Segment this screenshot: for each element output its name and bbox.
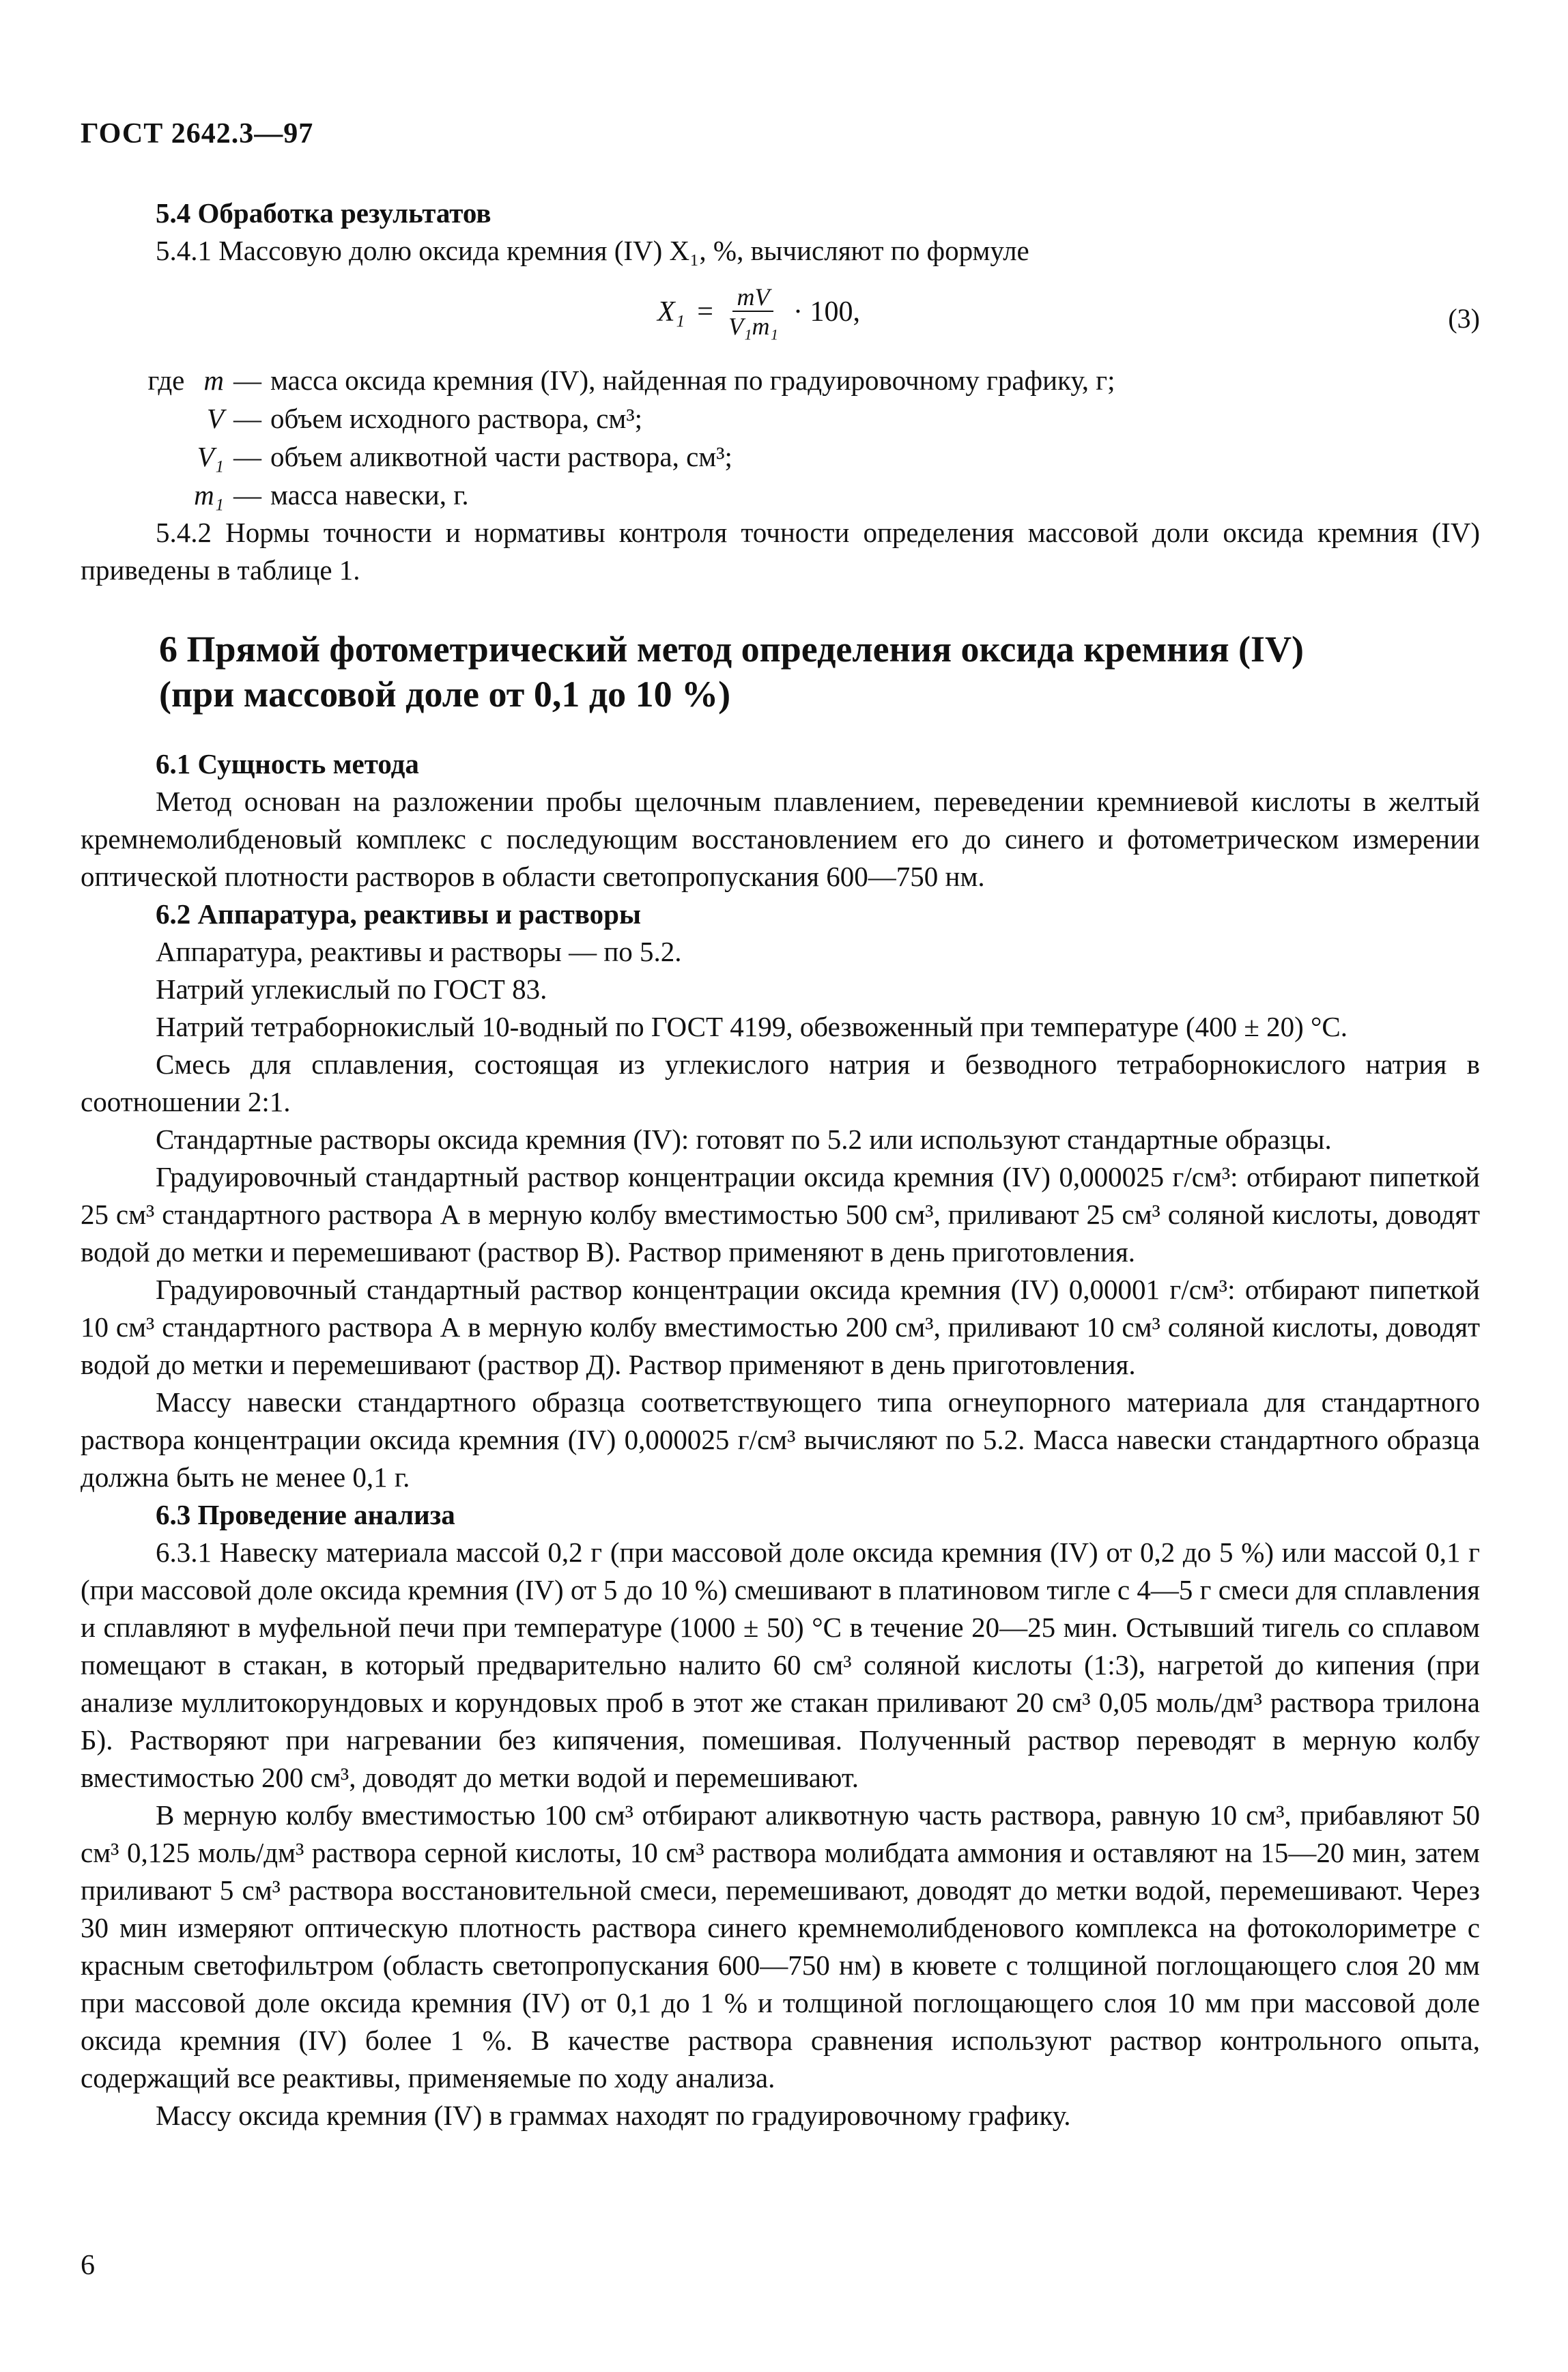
- definition-text: объем исходного раствора, см³;: [270, 403, 643, 434]
- paragraph-6-3-1: 6.3.1 Навеску материала массой 0,2 г (при массовой доле оксида кремния (IV) от 0,2 до 5 %) или массой 0,1 г (при массовой доле оксида кремния (IV) от 5 до 10 %) смешивают в платиновом тигле с 4—5 г смеси для сплавления и сплавляют в муфельной печи при температуре (1000 ± 50) °С в течение 20—25 мин. Остывший тигель со сплавом помещают в стакан, в который предварительно налито 60 см³ соляной кислоты (1:3), нагретой до кипения (при анализе муллитокорундовых и корундовых проб в этот же стакан приливают 20 см³ 0,05 моль/дм³ раствора трилона Б). Растворяют при нагревании без кипячения, помешивая. Полученный раствор переводят в мерную колбу вместимостью 200 см³, доводят до метки водой и перемешивают.: [81, 1537, 1480, 1793]
- definition-row: [81, 438, 1480, 476]
- paragraph-6-1: Метод основан на разложении пробы щелочным плавлением, переведении кремниевой кислоты в желтый кремнемолибденовый комплекс с последующим восстановлением его до синего и фотометрическом измерении оптической плотности растворов в области светопропускания 600—750 нм.: [81, 786, 1480, 892]
- paragraph-6-3-graph: Массу оксида кремния (IV) в граммах находят по градуировочному графику.: [156, 2100, 1071, 2131]
- paragraph-6-2-apparatus: Аппаратура, реактивы и растворы — по 5.2.: [156, 936, 682, 967]
- paragraph-6-3-aliquot: В мерную колбу вместимостью 100 см³ отбирают аликвотную часть раствора, равную 10 см³, прибавляют 50 см³ 0,125 моль/дм³ раствора серной кислоты, 10 см³ раствора молибдата аммония и оставляют на 15—20 мин, затем приливают 5 см³ раствора восстановительной смеси, перемешивают, доводят до метки водой, перемешивают. Через 30 мин измеряют оптическую плотность раствора синего кремнемолибденового комплекса на фотоколориметре с красным светофильтром (область светопропускания 600—750 нм) в кювете с толщиной поглощающего слоя 20 мм при массовой доле оксида кремния (IV) от 0,1 до 1 % и толщиной поглощающего слоя 10 мм при массовой доле оксида кремния (IV) более 1 %. В качестве раствора сравнения используют раствор контрольного опыта, содержащий все реактивы, применяемые по ходу анализа.: [81, 1799, 1480, 2094]
- definition-dash: —: [233, 403, 261, 434]
- paragraph-6-2-solution-v: Градуировочный стандартный раствор концентрации оксида кремния (IV) 0,000025 г/см³: отбирают пипеткой 25 см³ стандартного раствора А в мерную колбу вместимостью 500 см³, приливают 25 см³ соляной кислоты, доводят водой до метки и перемешивают (раствор В). Раствор применяют в день приготовления.: [81, 1161, 1480, 1268]
- paragraph-6-2-sodium-carbonate: Натрий углекислый по ГОСТ 83.: [156, 973, 547, 1005]
- formula-expression: [657, 283, 860, 341]
- section-title-6: [81, 627, 1480, 717]
- formula-3: [81, 275, 1480, 357]
- subsection-title-6-1: 6.1 Сущность метода: [156, 748, 419, 780]
- definition-dash: —: [233, 479, 261, 511]
- definition-symbol: m₁: [194, 479, 224, 511]
- paragraph-6-2-fusion-mixture: Смесь для сплавления, состоящая из углекислого натрия и безводного тетраборнокислого натрия в соотношении 2:1.: [81, 1048, 1480, 1117]
- formula-lhs: X₁: [657, 296, 685, 328]
- formula-fraction: [724, 283, 782, 341]
- definition-symbol: V₁: [197, 441, 224, 472]
- paragraph-6-2-solution-d: Градуировочный стандартный раствор концентрации оксида кремния (IV) 0,00001 г/см³: отбирают пипеткой 10 см³ стандартного раствора А в мерную колбу вместимостью 200 см³, приливают 10 см³ соляной кислоты, доводят водой до метки и перемешивают (раствор Д). Раствор применяют в день приготовления.: [81, 1274, 1480, 1380]
- paragraph-6-2-sodium-tetraborate: Натрий тетраборнокислый 10-водный по ГОСТ 4199, обезвоженный при температуре (400 ± 20) °С.: [156, 1011, 1348, 1042]
- definition-dash: —: [233, 441, 261, 472]
- paragraph-6-2-standard-solutions: Стандартные растворы оксида кремния (IV): готовят по 5.2 или используют стандартные образцы.: [156, 1124, 1332, 1155]
- paragraph-6-2-sample-mass: Массу навески стандартного образца соответствующего типа огнеупорного материала для стандартного раствора концентрации оксида кремния (IV) 0,000025 г/см³ вычисляют по 5.2. Масса навески стандартного образца должна быть не менее 0,1 г.: [81, 1386, 1480, 1493]
- definition-symbol: V: [206, 403, 224, 434]
- definition-text: масса оксида кремния (IV), найденная по градуировочному графику, г;: [270, 365, 1115, 396]
- formula-denominator: V₁m₁: [728, 313, 778, 340]
- paragraph-5-4-2: 5.4.2 Нормы точности и нормативы контроля точности определения массовой доли оксида кремния (IV) приведены в таблице 1.: [81, 517, 1480, 586]
- formula-numerator: mV: [732, 283, 773, 312]
- definition-row: [81, 399, 1480, 438]
- definition-row: [81, 361, 1480, 399]
- document-id-header: ГОСТ 2642.3—97: [81, 118, 314, 149]
- variable-definitions: [81, 361, 1480, 514]
- section-title-line: 6 Прямой фотометрический метод определения оксида кремния (IV): [159, 629, 1305, 670]
- page-number: 6: [81, 2250, 95, 2281]
- formula-equals: =: [697, 296, 713, 328]
- section-title-line: (при массовой доле от 0,1 до 10 %): [159, 674, 731, 715]
- paragraph-5-4-1: 5.4.1 Массовую долю оксида кремния (IV) X₁, %, вычисляют по формуле: [156, 235, 1029, 266]
- subsection-title-6-3: 6.3 Проведение анализа: [156, 1499, 455, 1530]
- definition-text: объем аликвотной части раствора, см³;: [270, 441, 732, 472]
- subsection-title-6-2: 6.2 Аппаратура, реактивы и растворы: [156, 898, 641, 930]
- subsection-title-5-4: 5.4 Обработка результатов: [156, 197, 491, 229]
- definition-text: масса навески, г.: [270, 479, 469, 511]
- definition-dash: —: [233, 365, 261, 396]
- definition-row: [81, 476, 1480, 514]
- page-content: [81, 195, 1480, 2134]
- formula-tail: · 100,: [793, 296, 860, 328]
- equation-number: (3): [1448, 303, 1480, 334]
- where-word: где: [147, 365, 185, 396]
- definition-symbol: m: [203, 365, 224, 396]
